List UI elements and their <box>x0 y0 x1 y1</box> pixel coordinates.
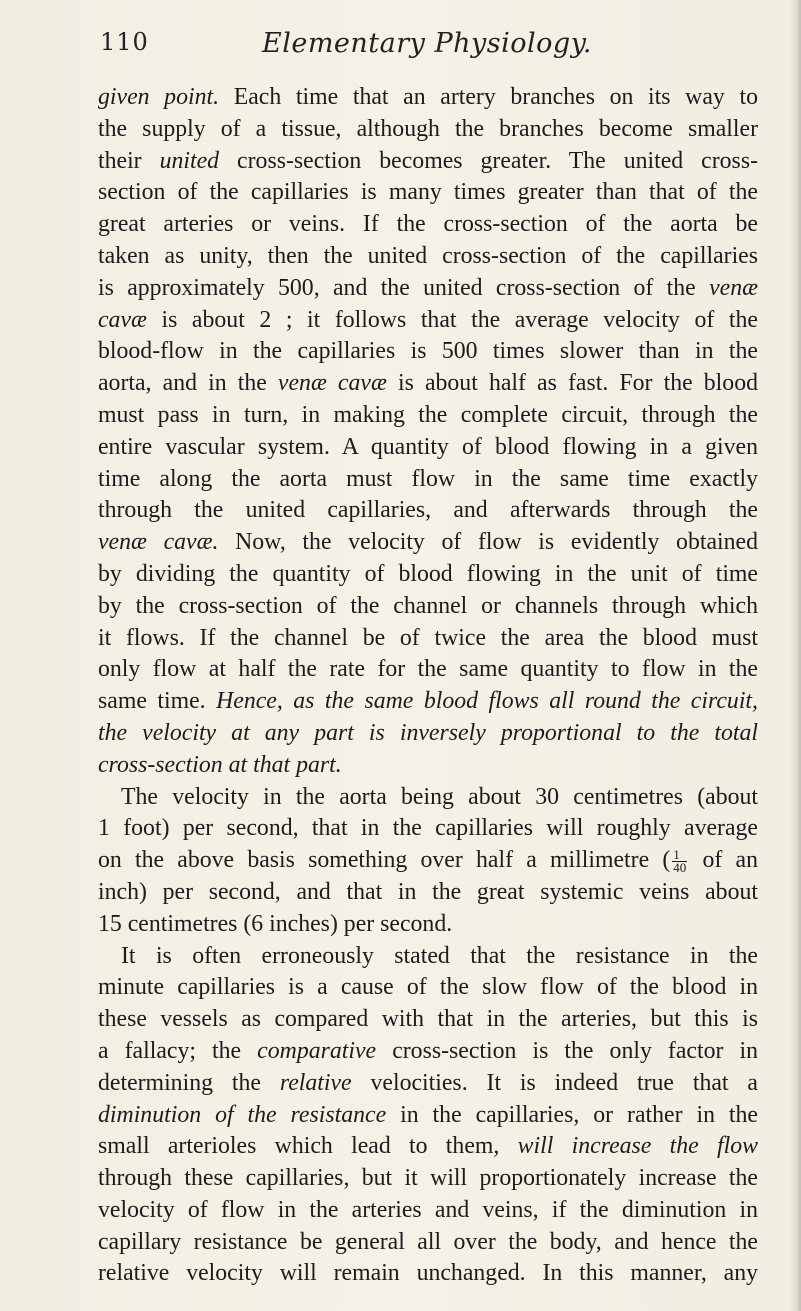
text-line: by the cross-section of the channel or channels through which <box>98 592 758 619</box>
text-line: time along the aorta must flow in the same time exactly <box>98 465 758 492</box>
text-line: it flows. If the channel be of twice the area the blood must <box>98 624 758 651</box>
italic-phrase: diminution of the resistance <box>98 1101 387 1128</box>
italic-phrase: united <box>159 147 220 174</box>
text-line: capillary resistance be general all over the body, and hence the <box>98 1228 758 1255</box>
fraction <box>672 849 687 874</box>
fraction-numerator: 1 <box>672 849 687 862</box>
text-line: through these capillaries, but it will proportionately increase the <box>98 1165 758 1192</box>
text-line: these vessels as compared with that in the arteries, but this is <box>98 1006 758 1033</box>
italic-phrase: cavæ <box>98 306 147 333</box>
text-line <box>98 750 758 782</box>
text-line: aorta, and in the venæ cavæ is about half as fast. For the blood <box>98 370 758 397</box>
text-line: a fallacy; the comparative cross-section is the only factor in <box>98 1037 758 1064</box>
running-title: Elementary Physiology. <box>262 28 592 59</box>
text-line: entire vascular system. A quantity of blood flowing in a given <box>98 433 758 460</box>
paragraph-start: The velocity in the aorta being about 30 centimetres (about <box>121 783 758 810</box>
page-header <box>100 26 759 62</box>
text-line: by dividing the quantity of blood flowing in the unit of time <box>98 560 758 587</box>
text-line: the supply of a tissue, although the branches become smaller <box>98 115 758 142</box>
text-line: determining the relative velocities. It is indeed true that a <box>98 1069 758 1096</box>
italic-phrase: Hence, as the same blood flows all round the circuit, <box>216 688 758 715</box>
italic-phrase: given point. <box>98 84 220 110</box>
text-line: great arteries or veins. If the cross-section of the aorta be <box>98 211 758 238</box>
page-number: 110 <box>100 28 149 56</box>
text-line: inch) per second, and that in the great systemic veins about <box>98 878 758 905</box>
italic-phrase: venæ <box>709 274 758 301</box>
italic-phrase: the velocity at any part is inversely proportional to the total <box>98 719 758 746</box>
text-line: must pass in turn, in making the complete circuit, through the <box>98 401 758 428</box>
text-line: cavæ is about 2 ; it follows that the average velocity of the <box>98 306 758 333</box>
italic-phrase: will increase the flow <box>517 1133 758 1160</box>
paragraph-start: It is often erroneously stated that the resistance in the <box>121 942 758 969</box>
text-line: minute capillaries is a cause of the slow flow of the blood in <box>98 974 758 1001</box>
text-line: on the above basis something over half a millimetre ( $\frac{1}{40}$ of an <box>98 847 758 876</box>
text-line: relative velocity will remain unchanged. In this manner, any <box>98 1260 758 1287</box>
text-line: small arterioles which lead to them, will increase the flow <box>98 1133 758 1160</box>
italic-phrase: venæ cavæ <box>277 370 387 397</box>
text-line: same time. Hence, as the same blood flows all round the circuit, <box>98 688 758 715</box>
italic-phrase: comparative <box>257 1037 377 1064</box>
italic-phrase: cross-section at that part. <box>98 751 342 778</box>
fraction-denominator: 40 <box>673 860 687 876</box>
text-line: 1 foot) per second, that in the capillaries will roughly average <box>98 815 758 842</box>
text-line: blood-flow in the capillaries is 500 times slower than in the <box>98 338 758 365</box>
text-line: is approximately 500, and the united cross-section of the venæ <box>98 274 758 301</box>
text-line: only flow at half the rate for the same quantity to flow in the <box>98 656 758 683</box>
text-line: through the united capillaries, and afterwards through the <box>98 497 758 524</box>
text-line: venæ cavæ. Now, the velocity of flow is evidently obtained <box>98 529 758 556</box>
page-edge-shadow <box>789 0 801 1311</box>
text-line: 15 centimetres (6 inches) per second. <box>98 910 453 937</box>
italic-phrase: venæ cavæ. <box>98 529 219 556</box>
text-line: section of the capillaries is many times greater than that of the <box>98 179 758 206</box>
text-line: velocity of flow in the arteries and veins, if the diminution in <box>98 1196 758 1223</box>
text-line: their united cross-section becomes greater. The united cross- <box>98 147 758 174</box>
text-line: diminution of the resistance in the capillaries, or rather in the <box>98 1101 758 1128</box>
text-line <box>98 718 758 750</box>
body-text <box>98 82 758 1290</box>
text-line: taken as unity, then the united cross-section of the capillaries <box>98 242 758 269</box>
text-line: given point. Each time that an artery branches on its way to <box>98 84 758 110</box>
italic-phrase: relative <box>279 1069 352 1096</box>
